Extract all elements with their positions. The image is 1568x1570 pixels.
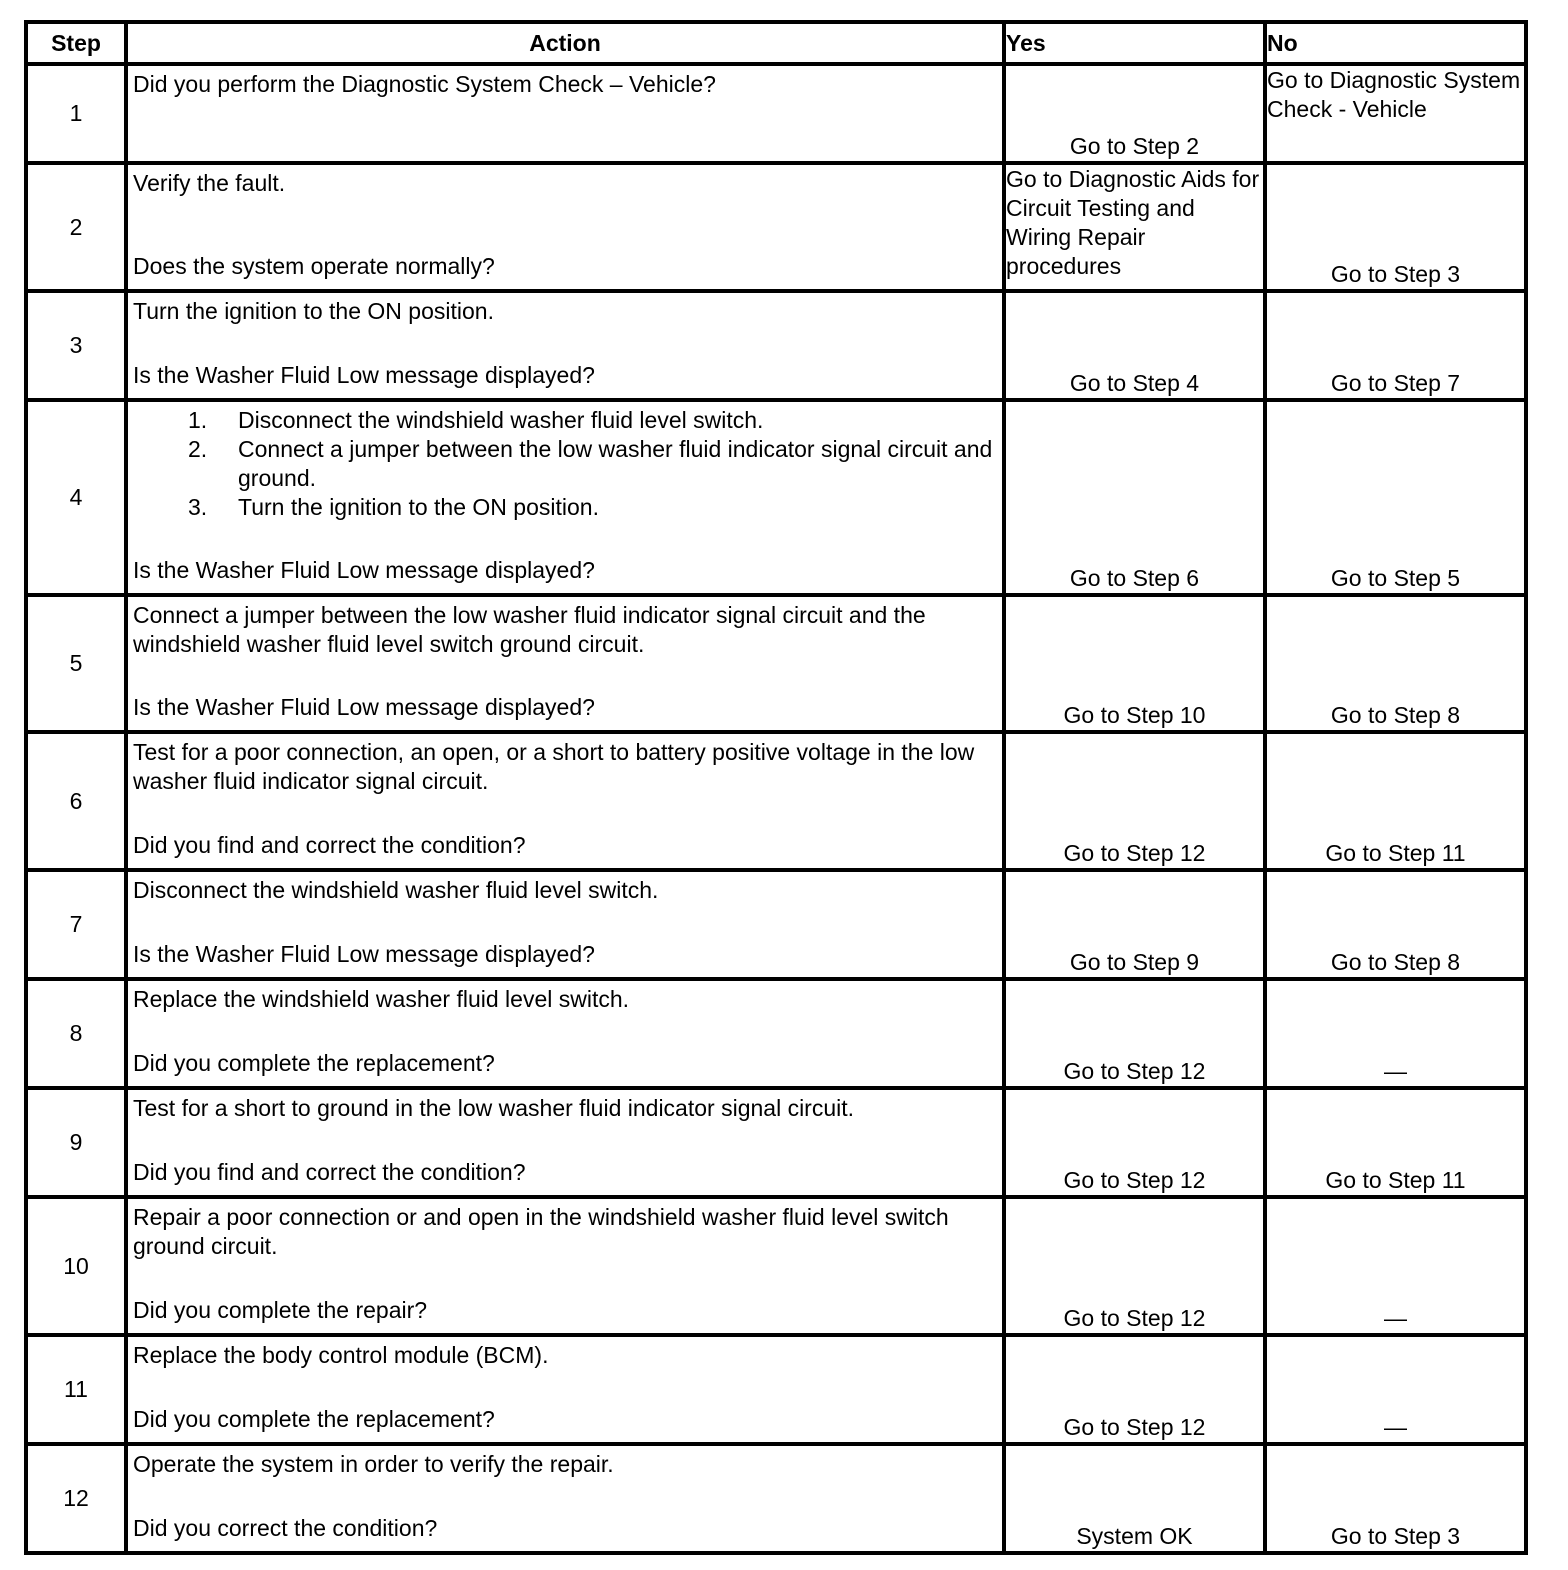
no-outcome: — xyxy=(1265,1335,1526,1444)
substep-item: Turn the ignition to the ON position. xyxy=(238,494,599,520)
action-question: Does the system operate normally? xyxy=(133,253,495,279)
step-number: 4 xyxy=(26,400,126,595)
table-row xyxy=(26,1088,1526,1197)
action-cell xyxy=(126,64,1004,163)
step-number: 8 xyxy=(26,979,126,1088)
step-number: 2 xyxy=(26,163,126,291)
yes-outcome: Go to Step 12 xyxy=(1004,1088,1265,1197)
action-cell xyxy=(126,1088,1004,1197)
action-question: Did you complete the replacement? xyxy=(133,1406,495,1432)
yes-outcome: Go to Step 6 xyxy=(1004,400,1265,595)
no-outcome: Go to Step 8 xyxy=(1265,595,1526,732)
action-question: Did you complete the replacement? xyxy=(133,1050,495,1076)
header-row xyxy=(26,22,1526,64)
table-row xyxy=(26,1335,1526,1444)
header-action: Action xyxy=(126,22,1004,64)
step-number: 11 xyxy=(26,1335,126,1444)
action-question: Did you find and correct the condition? xyxy=(133,1159,526,1185)
substep-list xyxy=(133,406,997,522)
action-text: Repair a poor connection or and open in the windshield washer fluid level switch ground circuit. xyxy=(133,1204,949,1259)
action-question: Did you find and correct the condition? xyxy=(133,832,526,858)
action-cell xyxy=(126,732,1004,870)
table-row xyxy=(26,732,1526,870)
yes-outcome: Go to Step 9 xyxy=(1004,870,1265,979)
action-cell xyxy=(126,1444,1004,1553)
table-row xyxy=(26,64,1526,163)
action-question: Did you complete the repair? xyxy=(133,1297,428,1323)
yes-outcome: Go to Diagnostic Aids for Circuit Testing and Wiring Repair procedures xyxy=(1004,163,1265,291)
action-text: Connect a jumper between the low washer fluid indicator signal circuit and the windshield washer fluid level switch ground circuit. xyxy=(133,602,926,657)
action-text: Did you perform the Diagnostic System Check – Vehicle? xyxy=(133,71,716,97)
header-no: No xyxy=(1265,22,1526,64)
no-outcome: Go to Step 3 xyxy=(1265,163,1526,291)
no-outcome: Go to Step 11 xyxy=(1265,1088,1526,1197)
no-outcome: Go to Step 8 xyxy=(1265,870,1526,979)
no-outcome: Go to Diagnostic System Check - Vehicle xyxy=(1265,64,1526,163)
action-cell xyxy=(126,163,1004,291)
no-outcome: — xyxy=(1265,979,1526,1088)
no-outcome: — xyxy=(1265,1197,1526,1335)
yes-outcome: Go to Step 4 xyxy=(1004,291,1265,400)
action-cell xyxy=(126,400,1004,595)
diagnostic-table xyxy=(24,20,1528,1555)
yes-outcome: Go to Step 10 xyxy=(1004,595,1265,732)
action-text: Verify the fault. xyxy=(133,170,286,196)
no-outcome: Go to Step 11 xyxy=(1265,732,1526,870)
table-row xyxy=(26,291,1526,400)
action-text: Turn the ignition to the ON position. xyxy=(133,298,494,324)
action-cell xyxy=(126,595,1004,732)
step-number: 7 xyxy=(26,870,126,979)
yes-outcome: Go to Step 12 xyxy=(1004,732,1265,870)
table-row xyxy=(26,163,1526,291)
table-row xyxy=(26,1197,1526,1335)
action-text: Replace the windshield washer fluid level switch. xyxy=(133,986,630,1012)
step-number: 10 xyxy=(26,1197,126,1335)
action-question: Is the Washer Fluid Low message displayed? xyxy=(133,941,595,967)
action-question: Is the Washer Fluid Low message displayed? xyxy=(133,694,595,720)
no-outcome: Go to Step 3 xyxy=(1265,1444,1526,1553)
step-number: 6 xyxy=(26,732,126,870)
no-outcome: Go to Step 7 xyxy=(1265,291,1526,400)
action-cell xyxy=(126,1335,1004,1444)
no-outcome: Go to Step 5 xyxy=(1265,400,1526,595)
yes-outcome: Go to Step 12 xyxy=(1004,979,1265,1088)
step-number: 3 xyxy=(26,291,126,400)
header-step: Step xyxy=(26,22,126,64)
action-text: Replace the body control module (BCM). xyxy=(133,1342,549,1368)
step-number: 12 xyxy=(26,1444,126,1553)
yes-outcome: Go to Step 2 xyxy=(1004,64,1265,163)
action-question: Did you correct the condition? xyxy=(133,1515,438,1541)
yes-outcome: Go to Step 12 xyxy=(1004,1335,1265,1444)
action-text: Test for a poor connection, an open, or a short to battery positive voltage in the low washer fluid indicator signal circuit. xyxy=(133,739,975,794)
action-cell xyxy=(126,979,1004,1088)
table-row xyxy=(26,595,1526,732)
action-question: Is the Washer Fluid Low message displayed? xyxy=(133,362,595,388)
action-question: Is the Washer Fluid Low message displayed? xyxy=(133,557,595,583)
action-cell xyxy=(126,870,1004,979)
action-cell xyxy=(126,1197,1004,1335)
table-row xyxy=(26,979,1526,1088)
action-text: Operate the system in order to verify the repair. xyxy=(133,1451,614,1477)
table-row xyxy=(26,870,1526,979)
step-number: 1 xyxy=(26,64,126,163)
substep-item: Disconnect the windshield washer fluid level switch. xyxy=(238,407,764,433)
header-yes: Yes xyxy=(1004,22,1265,64)
table-row xyxy=(26,1444,1526,1553)
step-number: 9 xyxy=(26,1088,126,1197)
action-text: Disconnect the windshield washer fluid level switch. xyxy=(133,877,659,903)
yes-outcome: Go to Step 12 xyxy=(1004,1197,1265,1335)
action-cell xyxy=(126,291,1004,400)
action-text: Test for a short to ground in the low washer fluid indicator signal circuit. xyxy=(133,1095,855,1121)
step-number: 5 xyxy=(26,595,126,732)
table-row xyxy=(26,400,1526,595)
substep-item: Connect a jumper between the low washer fluid indicator signal circuit and ground. xyxy=(238,436,993,491)
yes-outcome: System OK xyxy=(1004,1444,1265,1553)
